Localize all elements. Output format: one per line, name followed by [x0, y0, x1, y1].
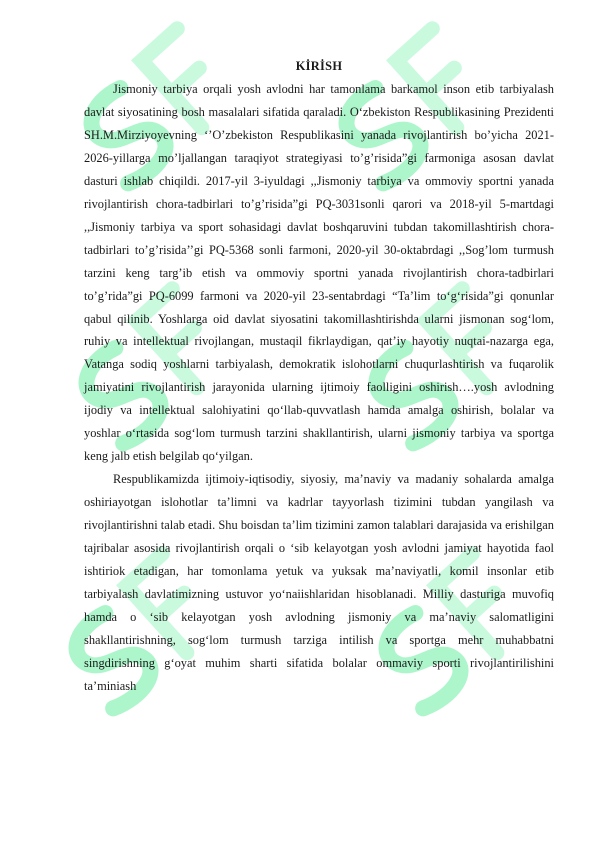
- document-title: KİRİSH: [295, 59, 343, 73]
- paragraph-reforms: Respublikamizda ijtimoiy-iqtisodiy, siyosiy, ma’naviy va madaniy sohalarda amalga oshiriayotgan islohotlar ta’limni va kadrlar tayyorlash tizimini tubdan yangilash va rivojlantirishni talab etadi. Shu boisdan ta’lim tizimini zamon talablari darajasida va erishilgan tajribalar asosida rivojlantirish orqali o ‘sib kelayotgan yosh avlodni jamiyat hayotida faol ishtiriok etadigan, har tomonlama yetuk va yuksak ma’naviyatli, komil insonlar etib tarbiyalash davlatimizning ustuvor yo‘naiishlaridan hisoblanadi. Milliy dasturiga muvofiq hamda o ‘sib kelayotgan yosh avlodning jismoniy va ma’naviy salomatligini shakllantirishning, sog‘lom turmush tarziga intilish va sportga mehr muhabbatni singdirishning g‘oyat muhim sharti sifatida bolalar ommaviy sporti rivojlantirilishini ta’miniash: [84, 472, 554, 693]
- document-page: [84, 56, 554, 698]
- paragraph-intro: Jismoniy tarbiya orqali yosh avlodni har tamonlama barkamol inson etib tarbiyalash davlat siyosatining bosh masalalari sifatida qaraladi. O‘zbekiston Respublikasining Prezidenti SH.M.Mirziyoyevning ‘’O’zbekiston Respublikasini yanada rivojlantirish bo’yicha 2021-2026-yillarga mo’ljallangan taraqiyot strategiyasi to’g’risida”gi farmoniga asosan davlat dasturi ishlab chiqildi. 2017-yil 3-iyuldagi ,,Jismoniy tarbiya va ommoviy sportni yanada rivojlantirish chora-tadbirlari to’g’risida”gi PQ-3031sonli qarori va 2018-yil 5-martdagi ,,Jismoniy tarbiya va sport sohasidagi davlat boshqaruvini tubdan takomillashtirish chora-tadbirlari to’g’risida’’gi PQ-5368 sonli farmoni, 2020-yil 30-oktabrdagi ,,Sog’lom turmush tarzini keng targ’ib etish va ommoviy sportni yanada rivojlantirish chora-tadbirlari to’g’rida”gi PQ-6099 farmoni va 2020-yil 23-sentabrdagi “Ta’lim to‘g‘risida”gi qonunlar qabul qilinib. Yoshlarga oid davlat siyosatini takomillashtirishda ularni jismonan sog‘lom, ruhiy va intellektual rivojlangan, mustaqil fikrlaydigan, qat’iy hayotiy nuqtai-nazarga ega, Vatanga sodiq yoshlarni tarbiyalash, demokratik islohotlarni chuqurlashtirish va fuqarolik jamiyatini rivojlantirish jarayonida ularning ijtimoiy faolligini oshirish….yosh avlodning ijodiy va intellektual salohiyatini qo‘llab-quvvatlash hamda amalga oshirish, bolalar va yoshlar o‘rtasida sog‘lom turmush tarzini shakllantirish, ularni jismoniy tarbiya va sportga keng jalb etish belgilab qo‘yilgan.: [84, 82, 554, 464]
